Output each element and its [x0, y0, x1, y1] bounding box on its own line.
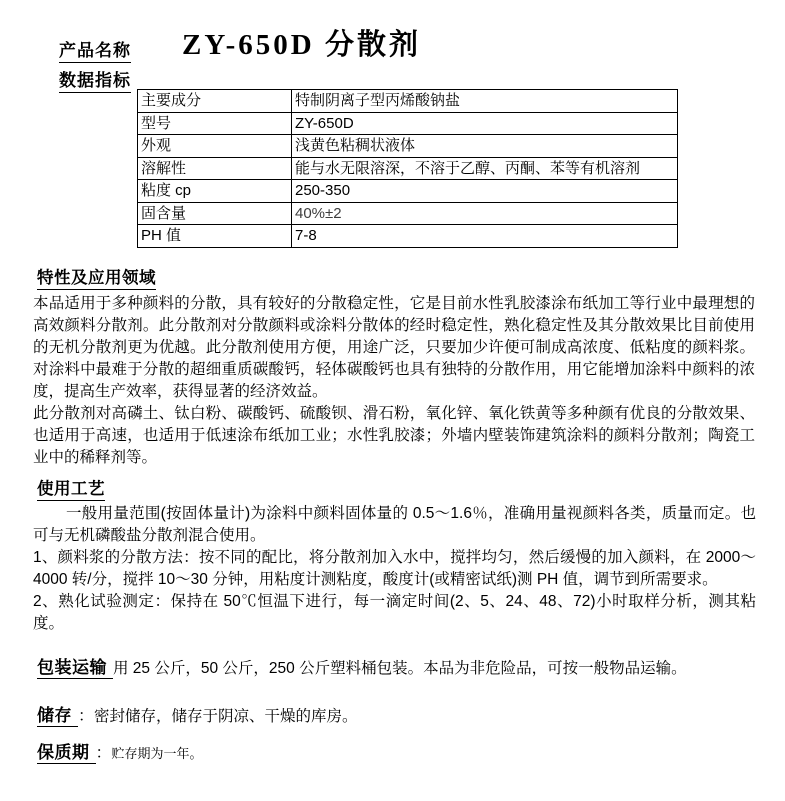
spec-value: 特制阴离子型丙烯酸钠盐 [292, 90, 678, 113]
packaging-section [37, 657, 767, 680]
spec-value: 7-8 [292, 225, 678, 248]
table-row [138, 225, 678, 248]
spec-value: 250-350 [292, 180, 678, 203]
usage-section-body [33, 503, 756, 635]
spec-label: 型号 [138, 112, 292, 135]
spec-label: PH 值 [138, 225, 292, 248]
usage-step: 1、颜料浆的分散方法：按不同的配比，将分散剂加入水中，搅拌均匀，然后缓慢的加入颜料，在 2000～4000 转/分，搅拌 10～30 分钟，用粘度计测粘度，酸度计(或精密试纸)测 PH 值，调节到所需要求。 [33, 549, 756, 588]
spec-label: 外观 [138, 135, 292, 158]
features-paragraph: 此分散剂对高磷土、钛白粉、碳酸钙、硫酸钡、滑石粉，氧化锌、氧化铁黄等多种颜有优良的分散效果、也适用于高速，也适用于低速涂布纸加工业；水性乳胶漆；外墙内壁装饰建筑涂料的颜料分散剂；陶瓷工业中的稀释剂等。 [33, 405, 755, 466]
spec-label: 主要成分 [138, 90, 292, 113]
storage-heading: 储存 [37, 706, 78, 727]
product-name-label: 产品名称 [59, 36, 131, 63]
table-row [138, 135, 678, 158]
spec-value: 浅黄色粘稠状液体 [292, 135, 678, 158]
storage-section [37, 705, 767, 728]
table-row [138, 157, 678, 180]
shelf-life-colon: ： [95, 745, 112, 762]
table-row [138, 202, 678, 225]
spec-label: 固含量 [138, 202, 292, 225]
features-paragraph: 本品适用于多种颜料的分散，具有较好的分散稳定性，它是目前水性乳胶漆涂布纸加工等行业中最理想的高效颜料分散剂。此分散剂对分散颜料或涂料分散体的经时稳定性，熟化稳定性及其分散效果比目前使用的无机分散剂更为优越。此分散剂使用方便，用途广泛，只要加少许便可制成高浓度、低粘度的颜料浆。对涂料中最难于分散的超细重质碳酸钙，轻体碳酸钙也具有独特的分散作用，用它能增加涂料中颜料的浓度，提高生产效率，获得显著的经济效益。 [33, 295, 755, 400]
spec-table [137, 89, 678, 248]
storage-text: 密封储存，储存于阴凉、干燥的库房。 [94, 708, 358, 725]
usage-section-heading: 使用工艺 [37, 475, 105, 501]
spec-value: ZY-650D [292, 112, 678, 135]
packaging-heading: 包装运输 [37, 658, 113, 679]
storage-colon: ： [78, 708, 95, 725]
table-row [138, 90, 678, 113]
packaging-text: 用 25 公斤，50 公斤，250 公斤塑料桶包装。本品为非危险品，可按一般物品运输。 [113, 660, 687, 677]
table-row [138, 112, 678, 135]
shelf-life-section [37, 742, 767, 765]
features-section-heading: 特性及应用领域 [37, 264, 156, 290]
document-title: ZY-650D 分散剂 [182, 29, 421, 61]
usage-intro: 一般用量范围(按固体量计)为涂料中颜料固体量的 0.5～1.6％，准确用量视颜料各类，质量而定。也可与无机磷酸盐分散剂混合使用。 [33, 505, 756, 544]
spec-label: 溶解性 [138, 157, 292, 180]
spec-value: 能与水无限溶深，不溶于乙醇、丙酮、苯等有机溶剂 [292, 157, 678, 180]
table-row [138, 180, 678, 203]
usage-step: 2、熟化试验测定：保持在 50℃恒温下进行，每一滴定时间(2、5、24、48、72)小时取样分析，测其粘度。 [33, 593, 756, 632]
shelf-life-text: 贮存期为一年。 [111, 746, 203, 761]
spec-value: 40%±2 [292, 202, 678, 225]
shelf-life-heading: 保质期 [37, 743, 96, 764]
features-section-body [33, 293, 755, 469]
data-index-label: 数据指标 [59, 66, 131, 93]
spec-label: 粘度 cp [138, 180, 292, 203]
